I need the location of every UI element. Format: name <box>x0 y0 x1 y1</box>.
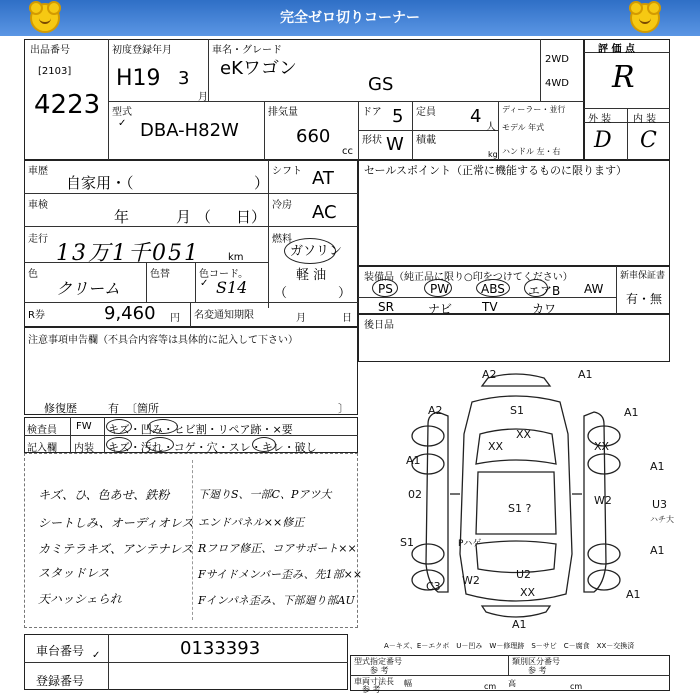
equipment-label: 装備品（純正品に限り○印をつけてください） <box>364 272 573 283</box>
color-label: 色 <box>28 269 38 280</box>
record-label: 記入欄 <box>27 443 57 454</box>
car-name: eKワゴン <box>220 58 297 79</box>
shift-label: シフト <box>272 166 302 177</box>
mark-xx-right: XX <box>594 440 610 453</box>
dent-circle-icon <box>148 419 178 434</box>
inspection-paren: （ <box>196 208 212 226</box>
rating-label: 評 価 点 <box>598 44 635 55</box>
mark-p-hage: Pハゲ <box>458 539 482 549</box>
chassis-label: 車台番号 <box>36 644 85 658</box>
mark-s1-roof: S1 ? <box>508 502 532 515</box>
mark-a1-rear: A1 <box>512 618 527 631</box>
drive-2wd: 2WD <box>545 54 569 65</box>
fuel-diesel: 軽 油 <box>296 268 327 283</box>
first-reg-label: 初度登録年月 <box>112 45 172 56</box>
comment-left-3: カミテラキズ、アンテナレス <box>38 542 194 556</box>
footer-width-label: 幅 <box>404 679 412 688</box>
load-label: 積載 <box>416 135 436 146</box>
lot-label: 出品番号 <box>30 45 70 56</box>
footer-box2-title: 類別区分番号 <box>512 657 560 666</box>
doors-value: 5 <box>392 106 404 127</box>
chassis-mark: ✓ <box>92 650 101 661</box>
repair-place-close: 〕 <box>338 402 349 415</box>
shift-value: AT <box>312 168 334 189</box>
footer-length-label: 車両寸法長 <box>354 677 394 686</box>
rating-int: C <box>640 128 657 153</box>
int-scratch-circle-icon <box>106 437 132 452</box>
fuel-gas: ガソリン <box>290 244 343 259</box>
sales-point-label: セールスポイント（正常に機能するものに限ります） <box>364 164 628 177</box>
repair-place: 〔箇所 <box>126 402 159 415</box>
rating-ext-label: 外 装 <box>588 114 612 125</box>
header-banner <box>0 0 700 36</box>
inspector-int-items: キズ・汚れ・コゲ・穴・スレ・キレ・破し <box>108 441 317 454</box>
color-mark: ✓ <box>200 278 209 289</box>
handle-label: ハンドル 左・右 <box>502 147 561 156</box>
equip-sr: SR <box>378 300 394 314</box>
footer-unit-1: cm <box>484 682 497 691</box>
model-value: DBA-H82W <box>140 120 239 141</box>
recycle-unit: 円 <box>170 313 180 324</box>
color-name-label: 色替 <box>150 269 170 280</box>
fuel-label: 燃料 <box>272 234 292 245</box>
comment-right-5: Fインパネ歪み、下部廻り部AU <box>198 594 355 607</box>
footer-box1-title: 型式指定番号 <box>354 657 402 666</box>
color-code: S14 <box>216 278 248 297</box>
repair-value: 有 <box>108 402 119 415</box>
mileage-value: 13万1千051 <box>56 241 200 266</box>
model-label: 型式 <box>112 107 132 118</box>
displacement-label: 排気量 <box>268 107 298 118</box>
inspection-label: 車検 <box>28 200 48 211</box>
comment-right-1: 下廻りS、一部C、Pアツ大 <box>198 488 332 501</box>
inspection-month: 月 <box>176 208 192 226</box>
lot-sub: [2103] <box>38 66 72 77</box>
fuel-paren-close: ） <box>338 286 352 301</box>
comment-right-4: Fサイドメンバー歪み、先1部×× <box>198 568 363 581</box>
drive-4wd: 4WD <box>545 78 569 89</box>
footer-height-label: 高 <box>508 679 516 688</box>
mileage-label: 走行 <box>28 234 48 245</box>
mark-a1-rear-left: A1 <box>626 588 641 601</box>
footer-unit-2: cm <box>570 682 583 691</box>
warranty-value: 有・無 <box>626 292 663 306</box>
rating-value: R <box>612 60 635 95</box>
color-value: クリーム <box>56 279 121 298</box>
equip-aw: AW <box>584 282 604 296</box>
mark-a2-front: A2 <box>482 368 497 381</box>
first-reg-month: 3 <box>178 68 190 89</box>
repair-label: 修復歴 <box>44 402 77 415</box>
footer-box1-sub: 参 考 <box>370 666 389 675</box>
bear-mascot-icon <box>630 3 660 33</box>
recycle-label: R券 <box>28 310 45 321</box>
fuel-paren-open: （ <box>274 286 288 301</box>
mark-02-left: 02 <box>408 488 422 501</box>
mark-xx-left: XX <box>488 440 504 453</box>
footer-ref: 参 考 <box>362 685 381 694</box>
mark-w2-left: W2 <box>462 574 480 587</box>
displacement-value: 660 <box>296 126 331 147</box>
rear-items-block <box>358 314 670 362</box>
comment-left-5: 天ハッシェられ <box>38 592 122 606</box>
displacement-unit: cc <box>342 146 353 157</box>
shape-value: W <box>386 134 404 155</box>
rating-int-label: 内 装 <box>633 114 657 125</box>
capacity-unit: 人 <box>486 122 496 133</box>
equip-ps: PS <box>378 282 393 296</box>
dealer-label: ディーラー・並行 <box>502 105 566 114</box>
comment-right-3: Rフロア修正、コアサポート×× <box>198 542 357 555</box>
car-grade: GS <box>368 74 394 95</box>
comment-right-2: エンドパネル××修正 <box>198 516 305 529</box>
equip-abs: ABS <box>481 282 505 296</box>
lot-number: 4223 <box>34 90 101 120</box>
rear-items-label: 後日品 <box>364 320 394 331</box>
mark-a1-left: A1 <box>406 454 421 467</box>
mark-a1-right-rear: A1 <box>650 544 665 557</box>
mark-xx-rear: XX <box>520 586 536 599</box>
doors-label: ドア <box>362 107 382 118</box>
equip-leather: カワ <box>532 302 557 316</box>
first-reg-year: H19 <box>116 66 161 91</box>
mark-u3-right: U3 <box>652 498 668 511</box>
color-code-label: 色コード。 <box>199 269 249 280</box>
mark-a2-left: A2 <box>428 404 443 417</box>
mark-w2-right: W2 <box>594 494 612 507</box>
comment-left-4: スタッドレス <box>38 566 110 580</box>
history-value: 自家用・（ <box>66 174 134 192</box>
comment-left-2: シートしみ、オーディオレス <box>38 516 194 530</box>
equip-navi: ナビ <box>428 302 453 316</box>
mileage-unit: km <box>228 252 244 263</box>
first-reg-month-unit: 月 <box>198 92 208 103</box>
scratch-circle-icon <box>106 419 132 434</box>
ac-value: AC <box>312 202 337 223</box>
mark-c3-left: C3 <box>426 580 441 593</box>
mark-a1-right: A1 <box>650 460 665 473</box>
warranty-label: 新車保証書 <box>620 271 666 281</box>
name-change-day: 日 <box>342 313 352 324</box>
history-label: 車歴 <box>28 166 48 177</box>
mark-s1-hood: S1 <box>510 404 524 417</box>
shape-label: 形状 <box>362 135 382 146</box>
equip-airbag: エアB <box>528 284 561 298</box>
capacity-label: 定員 <box>416 107 436 118</box>
mark-s1-left: S1 <box>400 536 414 549</box>
mark-u2-rear: U2 <box>516 568 532 581</box>
int-wear-circle-icon <box>252 437 276 452</box>
ac-label: 冷房 <box>272 200 292 211</box>
inspection-day: 日） <box>236 208 267 226</box>
equip-tv: TV <box>482 300 498 314</box>
interior-label: 内装 <box>74 443 94 454</box>
model-year-label: モデル 年式 <box>502 123 545 132</box>
inspector-label: 検査員 <box>27 425 57 436</box>
history-close: ） <box>254 174 270 192</box>
car-label: 車名・グレード <box>212 45 282 56</box>
rating-ext: D <box>594 128 612 153</box>
capacity-value: 4 <box>470 106 482 127</box>
equip-pw: PW <box>430 282 450 296</box>
chassis-value: 0133393 <box>180 638 261 659</box>
mark-note-right: ハチ大 <box>650 515 674 524</box>
inspection-year: 年 <box>114 208 130 226</box>
recycle-value: 9,460 <box>104 303 156 324</box>
registration-label: 登録番号 <box>36 674 85 688</box>
notes-label: 注意事項申告欄（不具合内容等は具体的に記入して下さい） <box>28 335 298 346</box>
comment-left-1: キズ、ひ、色あせ、鉄粉 <box>38 488 170 502</box>
mark-a1-right-front: A1 <box>624 406 639 419</box>
header-title: 完全ゼロ切りコーナー <box>280 10 420 26</box>
load-unit: kg <box>488 150 498 159</box>
car-damage-diagram <box>362 364 674 634</box>
model-mark: ✓ <box>118 118 127 129</box>
name-change-label: 名変通知期限 <box>194 310 254 321</box>
inspector-ext-items: キズ・凹み・ヒビ割・リペア跡・×要 <box>108 423 293 436</box>
int-dirt-circle-icon <box>146 437 174 452</box>
inspector-fw: FW <box>76 421 92 432</box>
damage-legend: A－キズ、E－エクボ U－凹み W－修理跡 S－サビ C－腐食 XX－交換済 <box>384 642 635 650</box>
mark-xx-hood: XX <box>516 428 532 441</box>
name-change-month: 月 <box>296 313 306 324</box>
footer-box2-sub: 参 考 <box>528 666 547 675</box>
mark-a1-front: A1 <box>578 368 593 381</box>
